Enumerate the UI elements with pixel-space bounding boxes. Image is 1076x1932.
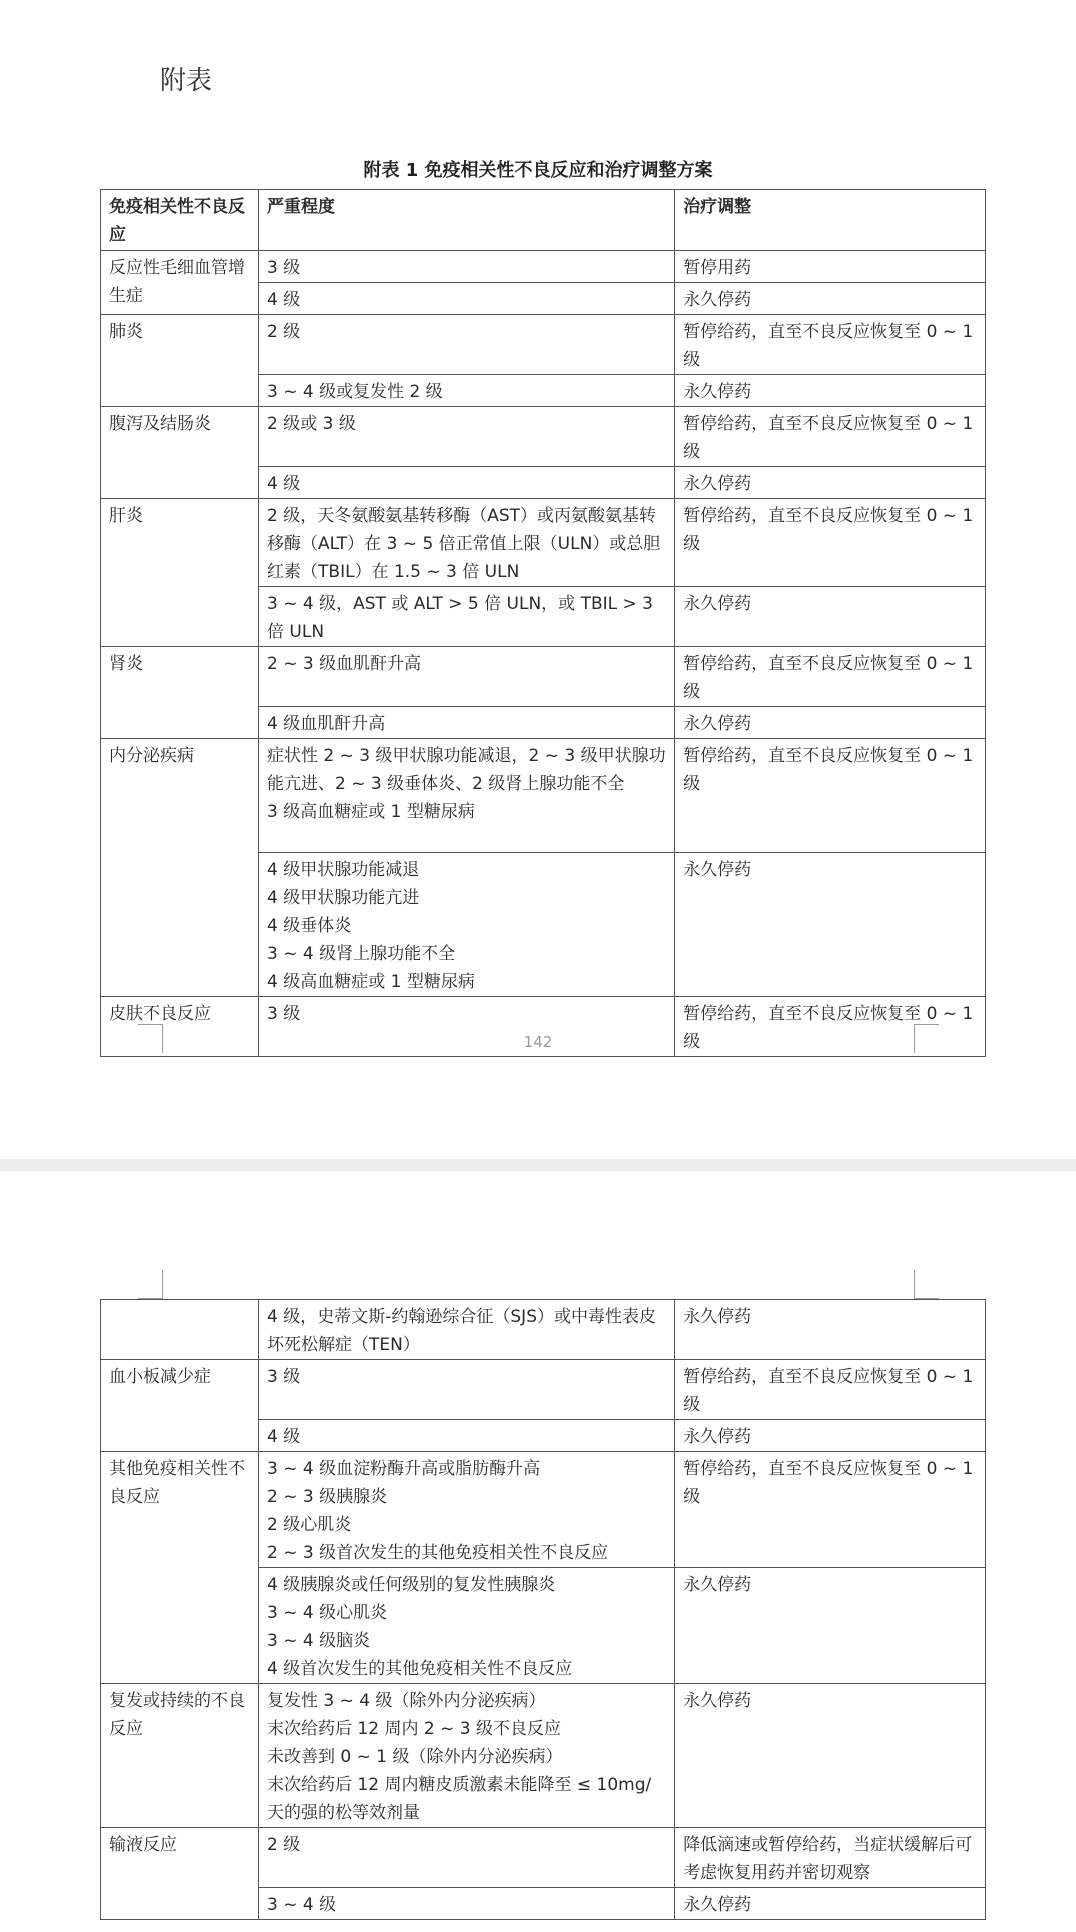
header-severity: 严重程度	[259, 190, 675, 251]
table-row	[101, 739, 986, 853]
table-row	[101, 647, 986, 707]
reaction-type-cell: 肝炎	[101, 499, 259, 647]
severity-cell: 4 级	[259, 467, 675, 499]
treatment-cell: 永久停药	[675, 1684, 986, 1828]
treatment-cell: 永久停药	[675, 375, 986, 407]
table-row	[101, 1300, 986, 1360]
reaction-type-cell: 反应性毛细血管增生症	[101, 251, 259, 315]
crop-mark	[138, 1270, 163, 1299]
reaction-type-cell: 内分泌疾病	[101, 739, 259, 997]
severity-cell: 2 级或 3 级	[259, 407, 675, 467]
severity-cell: 3 ~ 4 级	[259, 1888, 675, 1920]
table-row	[101, 407, 986, 467]
treatment-cell: 暂停给药，直至不良反应恢复至 0 ~ 1 级	[675, 1452, 986, 1568]
page-heading: 附表	[160, 66, 213, 96]
treatment-cell: 暂停给药，直至不良反应恢复至 0 ~ 1 级	[675, 499, 986, 587]
severity-cell: 2 级	[259, 315, 675, 375]
reaction-type-cell: 腹泻及结肠炎	[101, 407, 259, 499]
table-title: 附表 1 免疫相关性不良反应和治疗调整方案	[363, 160, 713, 181]
treatment-cell: 降低滴速或暂停给药，当症状缓解后可考虑恢复用药并密切观察	[675, 1828, 986, 1888]
reaction-type-cell: 肺炎	[101, 315, 259, 407]
treatment-cell: 暂停用药	[675, 251, 986, 283]
severity-cell: 2 ~ 3 级血肌酐升高	[259, 647, 675, 707]
reaction-type-cell	[101, 1300, 259, 1360]
severity-cell: 3 ~ 4 级或复发性 2 级	[259, 375, 675, 407]
page-separator	[0, 1159, 1076, 1171]
severity-cell: 4 级	[259, 283, 675, 315]
reaction-type-cell: 皮肤不良反应	[101, 997, 259, 1057]
reaction-type-cell: 其他免疫相关性不良反应	[101, 1452, 259, 1684]
page-number: 142	[523, 1033, 553, 1051]
treatment-cell: 永久停药	[675, 587, 986, 647]
severity-cell: 4 级甲状腺功能减退 4 级甲状腺功能亢进 4 级垂体炎 3 ~ 4 级肾上腺功能不全 4 级高血糖症或 1 型糖尿病	[259, 853, 675, 997]
table-row	[101, 1360, 986, 1420]
adverse-reaction-table-part-2	[100, 1299, 986, 1920]
header-reaction: 免疫相关性不良反应	[101, 190, 259, 251]
severity-cell: 3 ~ 4 级血淀粉酶升高或脂肪酶升高 2 ~ 3 级胰腺炎 2 级心肌炎 2 ~ 3 级首次发生的其他免疫相关性不良反应	[259, 1452, 675, 1568]
severity-cell: 3 级	[259, 251, 675, 283]
severity-cell: 3 级	[259, 1360, 675, 1420]
treatment-cell: 暂停给药，直至不良反应恢复至 0 ~ 1 级	[675, 1360, 986, 1420]
crop-mark	[914, 1024, 939, 1053]
reaction-type-cell: 复发或持续的不良反应	[101, 1684, 259, 1828]
treatment-cell: 永久停药	[675, 853, 986, 997]
severity-cell: 症状性 2 ~ 3 级甲状腺功能减退，2 ~ 3 级甲状腺功能亢进、2 ~ 3 级垂体炎、2 级肾上腺功能不全 3 级高血糖症或 1 型糖尿病	[259, 739, 675, 853]
table-row	[101, 499, 986, 587]
severity-cell: 3 级	[259, 997, 675, 1057]
treatment-cell: 暂停给药，直至不良反应恢复至 0 ~ 1 级	[675, 739, 986, 853]
severity-cell: 4 级胰腺炎或任何级别的复发性胰腺炎 3 ~ 4 级心肌炎 3 ~ 4 级脑炎 4 级首次发生的其他免疫相关性不良反应	[259, 1568, 675, 1684]
adverse-reaction-table-part-1	[100, 189, 986, 1057]
treatment-cell: 永久停药	[675, 1420, 986, 1452]
table-row	[101, 251, 986, 283]
severity-cell: 4 级	[259, 1420, 675, 1452]
table-row	[101, 315, 986, 375]
treatment-cell: 暂停给药，直至不良反应恢复至 0 ~ 1 级	[675, 997, 986, 1057]
treatment-cell: 永久停药	[675, 707, 986, 739]
severity-cell: 3 ~ 4 级，AST 或 ALT > 5 倍 ULN，或 TBIL > 3 倍 ULN	[259, 587, 675, 647]
treatment-cell: 永久停药	[675, 1300, 986, 1360]
table-header-row	[101, 190, 986, 251]
header-treatment: 治疗调整	[675, 190, 986, 251]
severity-cell: 2 级	[259, 1828, 675, 1888]
severity-cell: 4 级血肌酐升高	[259, 707, 675, 739]
reaction-type-cell: 血小板减少症	[101, 1360, 259, 1452]
table-row	[101, 1828, 986, 1888]
table-row	[101, 1452, 986, 1568]
crop-mark	[914, 1270, 939, 1299]
treatment-cell: 永久停药	[675, 1888, 986, 1920]
severity-cell: 复发性 3 ~ 4 级（除外内分泌疾病） 末次给药后 12 周内 2 ~ 3 级不良反应 未改善到 0 ~ 1 级（除外内分泌疾病） 末次给药后 12 周内糖皮质激素未能降至 ≤ 10mg/天的强的松等效剂量	[259, 1684, 675, 1828]
treatment-cell: 永久停药	[675, 1568, 986, 1684]
severity-cell: 2 级，天冬氨酸氨基转移酶（AST）或丙氨酸氨基转移酶（ALT）在 3 ~ 5 倍正常值上限（ULN）或总胆红素（TBIL）在 1.5 ~ 3 倍 ULN	[259, 499, 675, 587]
treatment-cell: 暂停给药，直至不良反应恢复至 0 ~ 1 级	[675, 315, 986, 375]
crop-mark	[138, 1024, 163, 1053]
treatment-cell: 暂停给药，直至不良反应恢复至 0 ~ 1 级	[675, 407, 986, 467]
table-row	[101, 1684, 986, 1828]
reaction-type-cell: 输液反应	[101, 1828, 259, 1920]
treatment-cell: 永久停药	[675, 283, 986, 315]
severity-cell: 4 级，史蒂文斯-约翰逊综合征（SJS）或中毒性表皮坏死松解症（TEN）	[259, 1300, 675, 1360]
treatment-cell: 永久停药	[675, 467, 986, 499]
reaction-type-cell: 肾炎	[101, 647, 259, 739]
treatment-cell: 暂停给药，直至不良反应恢复至 0 ~ 1 级	[675, 647, 986, 707]
